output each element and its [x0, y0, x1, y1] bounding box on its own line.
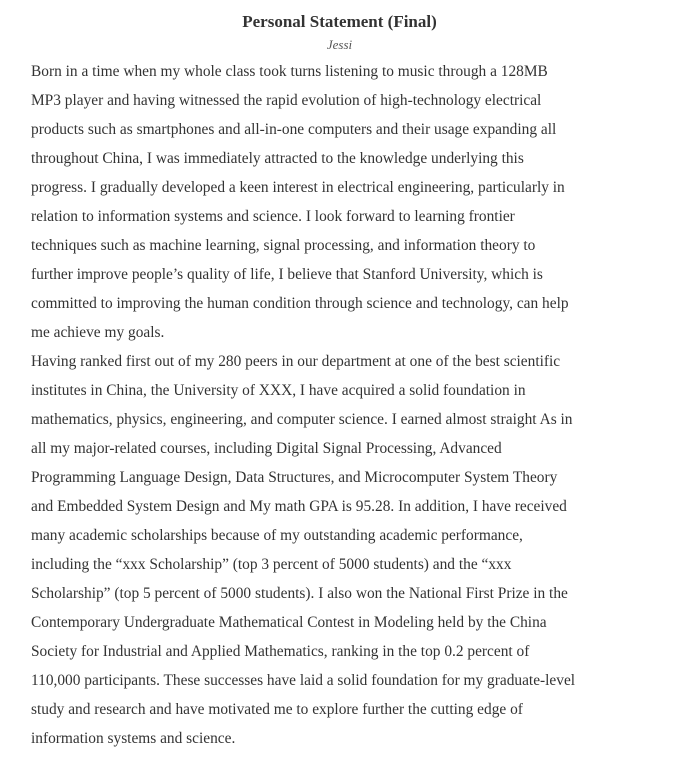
text-line: Born in a time when my whole class took turns listening to music through a 128MB [31, 63, 548, 80]
text-line: mathematics, physics, engineering, and computer science. I earned almost straight As in [31, 411, 573, 428]
text-line: Society for Industrial and Applied Mathematics, ranking in the top 0.2 percent of [31, 643, 530, 660]
text-line: Scholarship” (top 5 percent of 5000 students). I also won the National First Prize in the [31, 585, 568, 602]
title-main: Personal Statement [242, 12, 384, 31]
text-line: products such as smartphones and all-in-one computers and their usage expanding all [31, 121, 557, 138]
text-line: many academic scholarships because of my outstanding academic performance, [31, 527, 523, 544]
document-title [31, 9, 648, 35]
text-line: MP3 player and having witnessed the rapid evolution of high-technology electrical [31, 92, 542, 109]
text-line: committed to improving the human condition through science and technology, can help [31, 295, 569, 312]
paragraph-1 [31, 57, 648, 347]
paragraph-2 [31, 347, 648, 753]
text-line: Contemporary Undergraduate Mathematical Contest in Modeling held by the China [31, 614, 547, 631]
author-name: Jessi [326, 37, 353, 52]
text-line: Programming Language Design, Data Structures, and Microcomputer System Theory [31, 469, 558, 486]
text-line: institutes in China, the University of XXX, I have acquired a solid foundation in [31, 382, 526, 399]
text-line: 110,000 participants. These successes have laid a solid foundation for my graduate-level [31, 672, 576, 689]
text-line: relation to information systems and science. I look forward to learning frontier [31, 208, 515, 225]
text-line: all my major-related courses, including Digital Signal Processing, Advanced [31, 440, 502, 457]
text-line: Having ranked first out of my 280 peers in our department at one of the best scientific [31, 353, 561, 370]
text-line: further improve people’s quality of life, I believe that Stanford University, which is [31, 266, 543, 283]
text-line: techniques such as machine learning, signal processing, and information theory to [31, 237, 536, 254]
text-line: information systems and science. [31, 730, 236, 747]
text-line: throughout China, I was immediately attracted to the knowledge underlying this [31, 150, 524, 167]
text-line: progress. I gradually developed a keen interest in electrical engineering, particularly in [31, 179, 565, 196]
text-line: me achieve my goals. [31, 324, 165, 341]
text-line: including the “xxx Scholarship” (top 3 percent of 5000 students) and the “xxx [31, 556, 512, 573]
title-suffix: (Final) [383, 12, 437, 31]
text-line: and Embedded System Design and My math GPA is 95.28. In addition, I have received [31, 498, 567, 515]
text-line: study and research and have motivated me to explore further the cutting edge of [31, 701, 523, 718]
